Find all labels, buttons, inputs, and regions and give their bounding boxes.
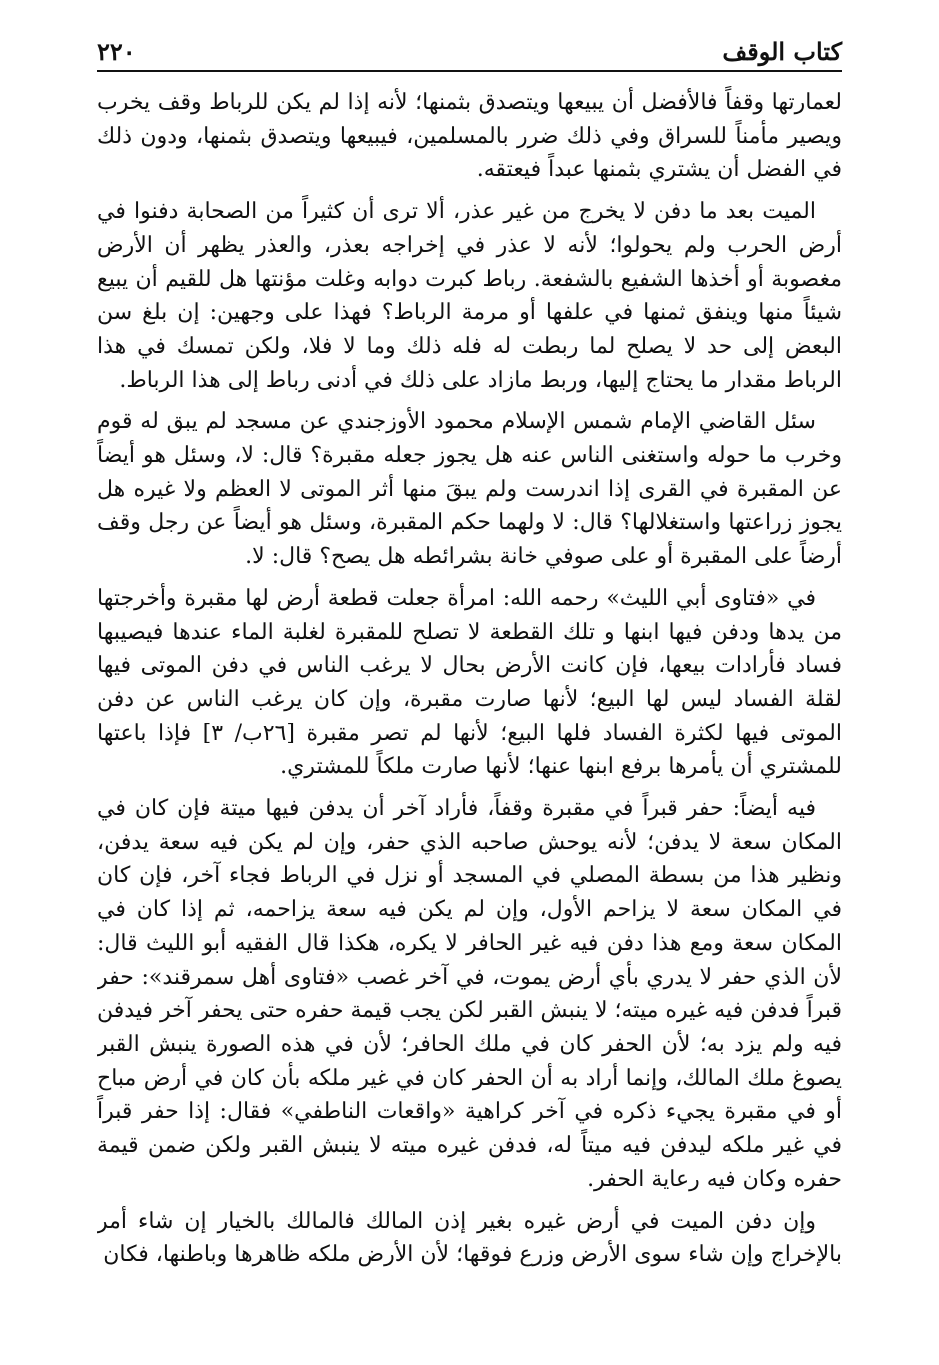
paragraph: وإن دفن الميت في أرض غيره بغير إذن المالك فالمالك بالخيار إن شاء أمر بالإخراج وإن شاء سوى الأرض وزرع فوقها؛ لأن الأرض ملكه ظاهرها وباطنها، فكان: [97, 1208, 842, 1268]
paragraph: لعمارتها وقفاً فالأفضل أن يبيعها ويتصدق بثمنها؛ لأنه إذا لم يكن للرباط وقف يخرب ويصير مأمناً للسراق وفي ذلك ضرر بالمسلمين، فيبيعها ويتصدق بثمنها، ودون ذلك في الفضل أن يشتري بثمنها عبداً فيعتقه.: [97, 90, 842, 183]
paragraph: فيه أيضاً: حفر قبراً في مقبرة وقفاً، فأراد آخر أن يدفن فيها ميتة فإن كان في المكان سعة لا يدفن؛ لأنه يوحش صاحبه الذي حفر، وإن لم يكن فيه سعة يدفن، ونظير هذا من بسطة المصلي في المسجد أو نزل في الرباط فجاء آخر، فإن كان في المكان سعة لا يزاحم الأول، وإن لم يكن فيه سعة يزاحمه، ثم إذا كان في المكان سعة ومع هذا دفن فيه غير الحافر لا يكره، هكذا قال الفقيه أبو الليث قال: لأن الذي حفر لا يدري بأي أرض يموت، في آخر غصب «فتاوى أهل سمرقند»: حفر قبراً فدفن فيه غيره ميته؛ لا ينبش القبر لكن يجب قيمة حفره حتى يحفر آخر فيدفن فيه ولم يزد به؛ لأن الحفر كان في ملك الحافر؛ لأن في هذه الصورة ينبش القبر يصوغ ملك المالك، وإنما أراد به أن الحفر كان في غير ملكه بأن كان في أرض مباح أو في مقبرة يجيء ذكره في آخر كراهية «واقعات الناطفي» فقال: إذا حفر قبراً في غير ملكه ليدفن فيه ميتاً له، فدفن غيره ميته لا ينبش القبر ولكن ضمن قيمة حفره وكان فيه رعاية الحفر.: [97, 796, 842, 1192]
paragraph: في «فتاوى أبي الليث» رحمه الله: امرأة جعلت قطعة أرض لها مقبرة وأخرجتها من يدها ودفن فيها ابنها و تلك القطعة لا تصلح للمقبرة لغلبة الماء عندها فيصيبها فساد فأرادات بيعها، فإن كانت الأرض بحال لا يرغب الناس في دفن الموتى فيها لقلة الفساد ليس لها البيع؛ لأنها صارت مقبرة، وإن كان يرغب الناس عن دفن الموتى فيها لكثرة الفساد فلها البيع؛ لأنها لم تصر مقبرة [٢٦ب/ ٣] فإذا باعتها للمشتري أن يأمرها برفع ابنها عنها؛ لأنها صارت ملكاً للمشتري.: [97, 585, 842, 780]
paragraph: الميت بعد ما دفن لا يخرج من غير عذر، ألا ترى أن كثيراً من الصحابة دفنوا في أرض الحرب ولم يحولوا؛ لأنه لا عذر في إخراجه بعذر، والعذر يظهر أن الأرض مغصوبة أو أخذها الشفيع بالشفعة. رباط كبرت دوابه وغلت مؤنتها هل للقيم أن يبيع شيئاً منها وينفق ثمنها في علفها أو مرمة الرباط؟ فهذا على وجهين: إن بلغ سن البعض إلى حد لا يصلح لما ربطت له فله ذلك وما لا فلا، ولكن تمسك في هذا الرباط مقدار ما يحتاج إليها، وربط مازاد على ذلك في أدنى رباط إلى هذا الرباط.: [97, 199, 842, 393]
paragraph: سئل القاضي الإمام شمس الإسلام محمود الأوزجندي عن مسجد لم يبق له قوم وخرب ما حوله واستغنى الناس عنه هل يجوز جعله مقبرة؟ قال: لا، وسئل هو أيضاً عن المقبرة في القرى إذا اندرست ولم يبقَ منها أثر الموتى لا العظم ولا غيره هل يجوز زراعتها واستغلالها؟ قال: لا ولهما حكم المقبرة، وسئل هو أيضاً عن رجل وقف أرضاً على المقبرة أو على صوفي خانة بشرائطه هل يصح؟ قال: لا.: [97, 409, 842, 570]
body-text: [97, 86, 842, 1357]
running-title: كتاب الوقف: [722, 37, 842, 66]
page-number: ٢٢٠: [97, 37, 136, 66]
page-header: [97, 32, 842, 72]
